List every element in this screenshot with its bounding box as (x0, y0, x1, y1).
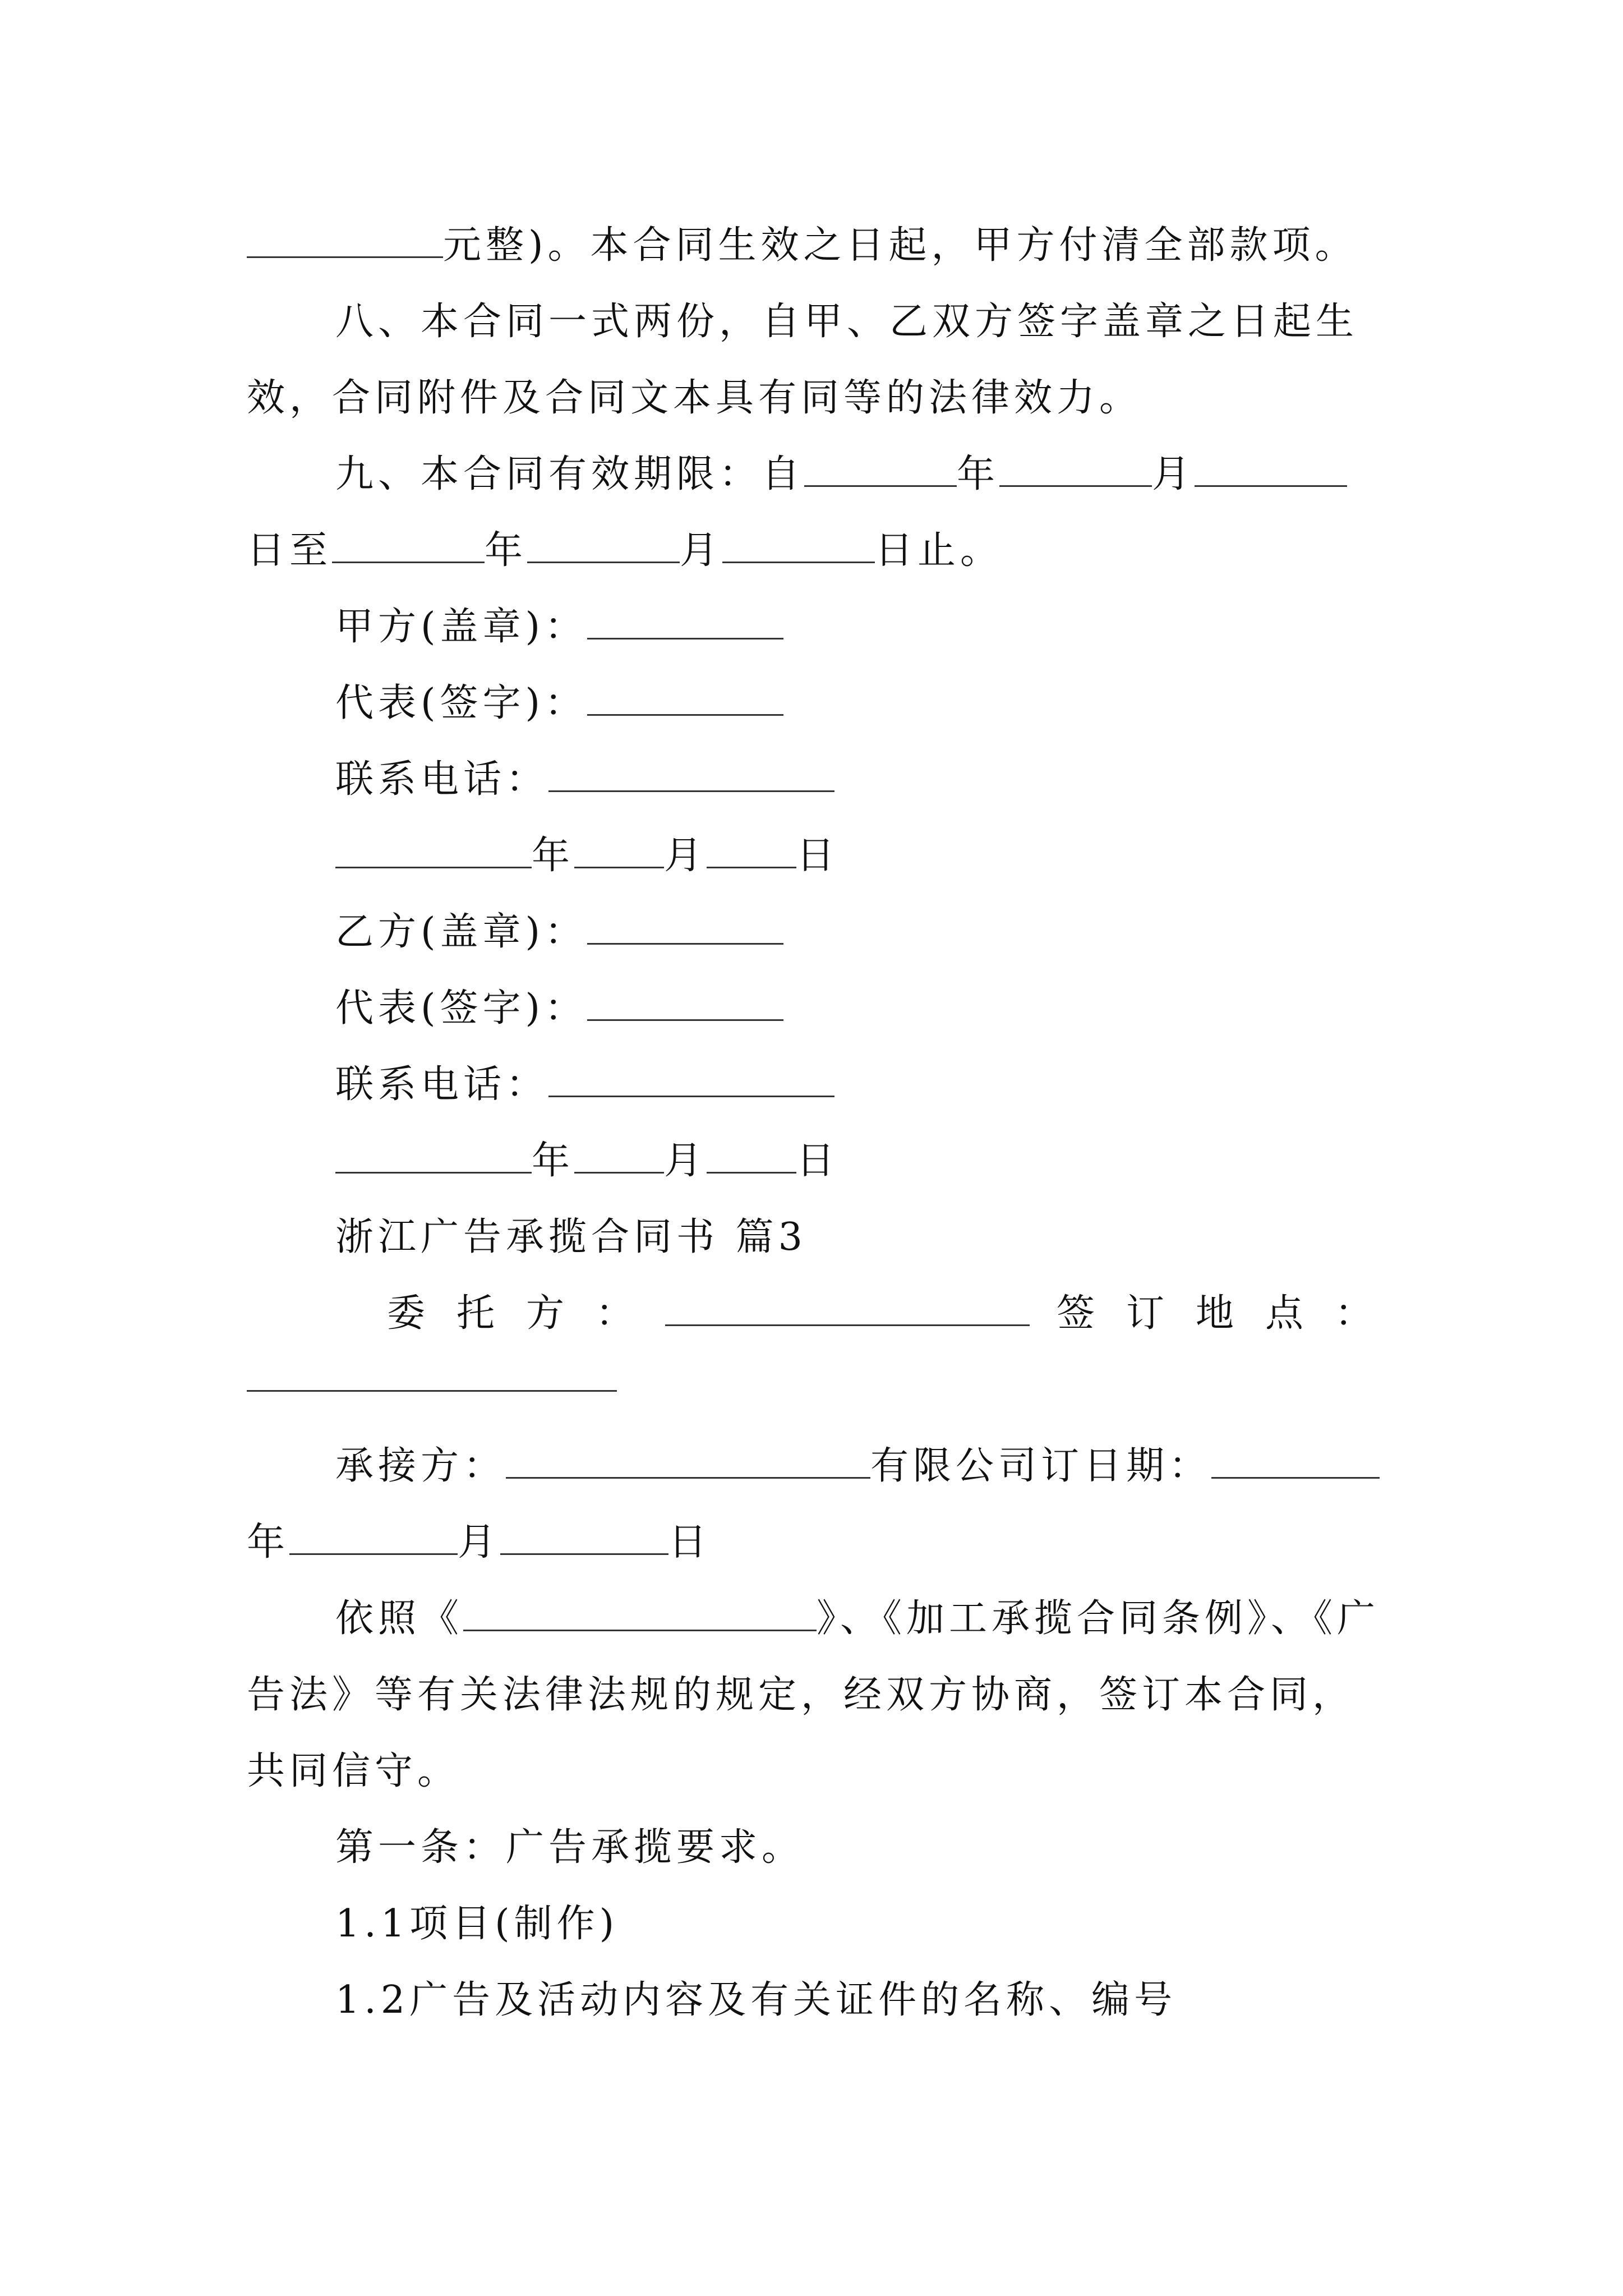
party-b-month-blank (574, 1139, 664, 1174)
party-b-seal-blank (587, 910, 783, 945)
end-year-blank (332, 529, 485, 563)
contractor-blank (506, 1444, 870, 1479)
item-1-1: 1.1项目(制作) (335, 1902, 619, 1946)
party-a-seal: 甲方(盖章)： (247, 589, 1385, 665)
party-a-rep: 代表(签字)： (247, 665, 1385, 742)
party-b-year-blank (335, 1139, 532, 1174)
client-line: 委托方： 签订地点： (387, 1291, 1405, 1336)
clause-8: 八、本合同一式两份，自甲、乙双方签字盖章之日起生 (335, 300, 1359, 344)
item-1-2: 1.2广告及活动内容及有关证件的名称、编号 (335, 1978, 1177, 2022)
start-day-blank (1195, 453, 1347, 487)
basis-line-cont: 告法》等有关法律法规的规定，经双方协商，签订本合同， (247, 1673, 1355, 1717)
client-blank (665, 1292, 1030, 1326)
basis-line-end: 共同信守。 (247, 1749, 460, 1793)
sign-month-blank (289, 1521, 458, 1555)
party-b-phone: 联系电话： (247, 1047, 1385, 1123)
sign-place-blank (247, 1358, 617, 1392)
sign-day-blank (500, 1521, 668, 1555)
clause-9-cont: 日至 年 月 日止。 (247, 528, 1003, 573)
end-day-blank (722, 529, 875, 563)
clause-8-cont: 效，合同附件及合同文本具有同等的法律效力。 (247, 376, 1142, 420)
party-a-day-blank (707, 834, 796, 868)
text-line: 元整)。本合同生效之日起，甲方付清全部款项。 (247, 208, 1385, 284)
end-month-blank (527, 529, 680, 563)
party-a-phone-blank (548, 758, 834, 792)
section-title: 浙江广告承揽合同书 篇3 (335, 1215, 807, 1259)
start-year-blank (804, 453, 957, 487)
basis-line: 依照《 》、《加工承揽合同条例》、《广 (335, 1596, 1380, 1641)
article-1: 第一条：广告承揽要求。 (335, 1825, 805, 1870)
party-a-date: 年 月 日 (247, 818, 1385, 894)
contract-page (247, 208, 1405, 2039)
amount-blank (247, 224, 443, 258)
party-a-year-blank (335, 834, 532, 868)
clause-9: 九、本合同有效期限：自 年 月 (247, 436, 1385, 513)
contractor-line: 承接方： 有限公司订日期： (247, 1428, 1385, 1504)
party-b-phone-blank (548, 1063, 834, 1097)
law-name-blank (463, 1597, 817, 1631)
party-b-seal: 乙方(盖章)： (247, 894, 1385, 970)
sign-date-cont: 年 月 日 (247, 1520, 712, 1565)
party-b-day-blank (707, 1139, 796, 1174)
party-b-date: 年 月 日 (247, 1123, 1385, 1199)
sign-year-blank (1211, 1444, 1380, 1479)
party-a-month-blank (574, 834, 664, 868)
start-month-blank (999, 453, 1152, 487)
party-b-rep: 代表(签字)： (247, 970, 1385, 1047)
party-a-phone: 联系电话： (247, 742, 1385, 818)
party-a-seal-blank (587, 605, 783, 639)
sign-place-blank-line (247, 1352, 1385, 1428)
party-a-rep-blank (587, 682, 783, 716)
party-b-rep-blank (587, 987, 783, 1021)
